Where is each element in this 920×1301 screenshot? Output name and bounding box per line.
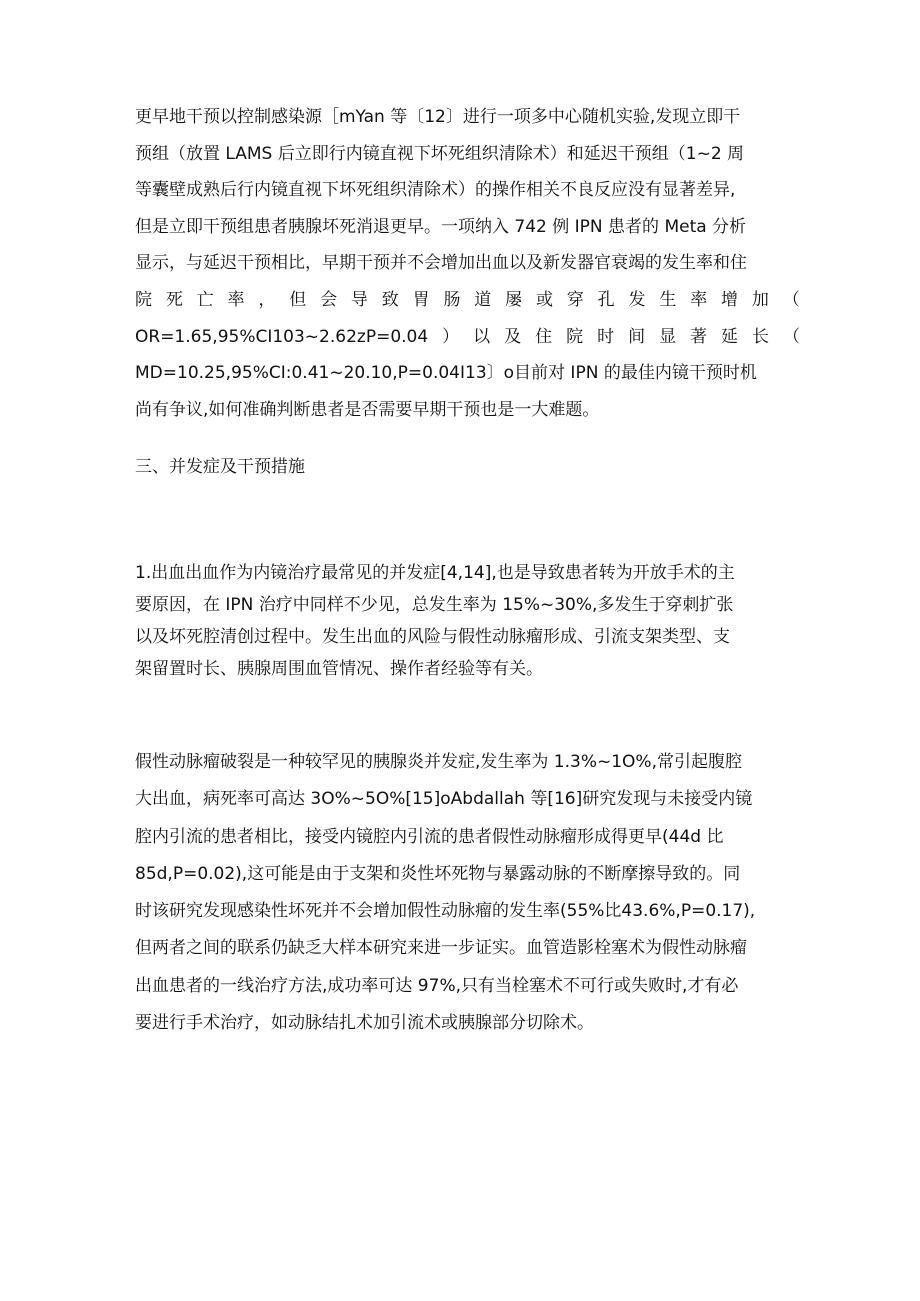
text-segment: 道 xyxy=(474,289,492,310)
text-segment: 及 xyxy=(504,326,522,347)
text-line: 1.出血出血作为内镜治疗最常见的并发症[4,14],也是导致患者转为开放手术的主 xyxy=(135,563,735,583)
text-line: 假性动脉瘤破裂是一种较罕见的胰腺炎并发症,发生率为 1.3%~1O%,常引起腹腔 xyxy=(135,752,742,772)
text-segment: 发 xyxy=(628,289,646,310)
text-segment: ， xyxy=(258,289,276,310)
paragraph-pseudoaneurysm xyxy=(135,744,800,1042)
text-segment: 延 xyxy=(721,326,739,347)
paragraph-bleeding xyxy=(135,557,800,685)
text-segment: 以 xyxy=(473,326,491,347)
text-segment: 时 xyxy=(597,326,615,347)
text-line: 更早地干预以控制感染源［mYan 等〔12〕进行一项多中心随机实验,发现立即干 xyxy=(135,107,741,127)
text-segment: 穿 xyxy=(566,289,584,310)
text-line: 但是立即干预组患者胰腺坏死消退更早。一项纳入 742 例 IPN 患者的 Meta 分析 xyxy=(135,216,747,237)
text-segment: 率 xyxy=(227,289,245,310)
text-segment: ） xyxy=(442,326,460,347)
section-heading-text: 三、并发症及干预措施 xyxy=(135,457,305,477)
text-segment: 但 xyxy=(289,289,307,310)
text-segment: 显 xyxy=(659,326,677,347)
text-line: 腔内引流的患者相比，接受内镜腔内引流的患者假性动脉瘤形成得更早(44d 比 xyxy=(135,826,724,847)
text-segment: 加 xyxy=(751,289,769,310)
text-line: 但两者之间的联系仍缺乏大样本研究来进一步证实。血管造影栓塞术为假性动脉瘤 xyxy=(135,938,747,959)
text-segment: 生 xyxy=(659,289,677,310)
justified-text-line xyxy=(135,282,800,319)
text-segment: 长 xyxy=(752,326,770,347)
text-line: 要进行手术治疗，如动脉结扎术加引流术或胰腺部分切除术。 xyxy=(135,1013,594,1034)
text-segment: 死 xyxy=(165,289,183,310)
text-line: 架留置时长、胰腺周围血管情况、操作者经验等有关。 xyxy=(135,659,543,679)
text-segment: 会 xyxy=(320,289,338,310)
text-line: 预组（放置 LAMS 后立即行内镜直视下坏死组织清除术）和延迟干预组（1~2 周 xyxy=(135,143,745,164)
text-segment: 或 xyxy=(535,289,553,310)
text-segment: 孔 xyxy=(597,289,615,310)
text-line: MD=10.25,95%CI:0.41~20.10,P=0.04I13〕o目前对 IPN 的最佳内镜干预时机 xyxy=(135,363,757,384)
text-segment: 屡 xyxy=(505,289,523,310)
text-line: 大出血，病死率可高达 3O%~5O%[15]oAbdallah 等[16]研究发现与未接受内镜 xyxy=(135,789,753,810)
text-segment: （ xyxy=(783,326,800,347)
text-segment: 导 xyxy=(350,289,368,310)
justified-text-line xyxy=(135,319,800,356)
text-segment: 致 xyxy=(381,289,399,310)
text-line: 85d,P=0.02),这可能是由于支架和炎性坏死物与暴露动脉的不断摩擦导致的。同 xyxy=(135,863,741,884)
text-line: 时该研究发现感染性坏死并不会增加假性动脉瘤的发生率(55%比43.6%,P=0.17), xyxy=(135,901,756,922)
text-segment: 肠 xyxy=(443,289,461,310)
paragraph-endoscopic-timing xyxy=(135,99,800,428)
text-line: 以及坏死腔清创过程中。发生出血的风险与假性动脉瘤形成、引流支架类型、支 xyxy=(135,627,730,647)
text-line: 等囊壁成熟后行内镜直视下坏死组织清除术）的操作相关不良反应没有显著差异, xyxy=(135,180,736,201)
text-segment: 院 xyxy=(135,289,152,310)
text-line: 尚有争议,如何准确判断患者是否需要早期干预也是一大难题。 xyxy=(135,399,600,420)
text-segment: 胃 xyxy=(412,289,430,310)
text-segment: 亡 xyxy=(196,289,214,310)
text-line: 要原因，在 IPN 治疗中同样不少见，总发生率为 15%~30%,多发生于穿刺扩张 xyxy=(135,595,734,615)
section-heading xyxy=(135,455,800,479)
text-segment: 住 xyxy=(535,326,553,347)
text-segment: 著 xyxy=(690,326,708,347)
text-segment: 增 xyxy=(721,289,739,310)
text-segment: 院 xyxy=(566,326,584,347)
text-segment: 间 xyxy=(628,326,646,347)
text-line: 显示，与延迟干预相比，早期干预并不会增加出血以及新发器官衰竭的发生率和住 xyxy=(135,253,747,274)
text-segment: 率 xyxy=(690,289,708,310)
text-line: 出血患者的一线治疗方法,成功率可达 97%,只有当栓塞术不可行或失败时,才有必 xyxy=(135,975,739,996)
text-segment: （ xyxy=(782,289,800,310)
text-segment: OR=1.65,95%CI103~2.62zP=0.04 xyxy=(135,326,429,347)
